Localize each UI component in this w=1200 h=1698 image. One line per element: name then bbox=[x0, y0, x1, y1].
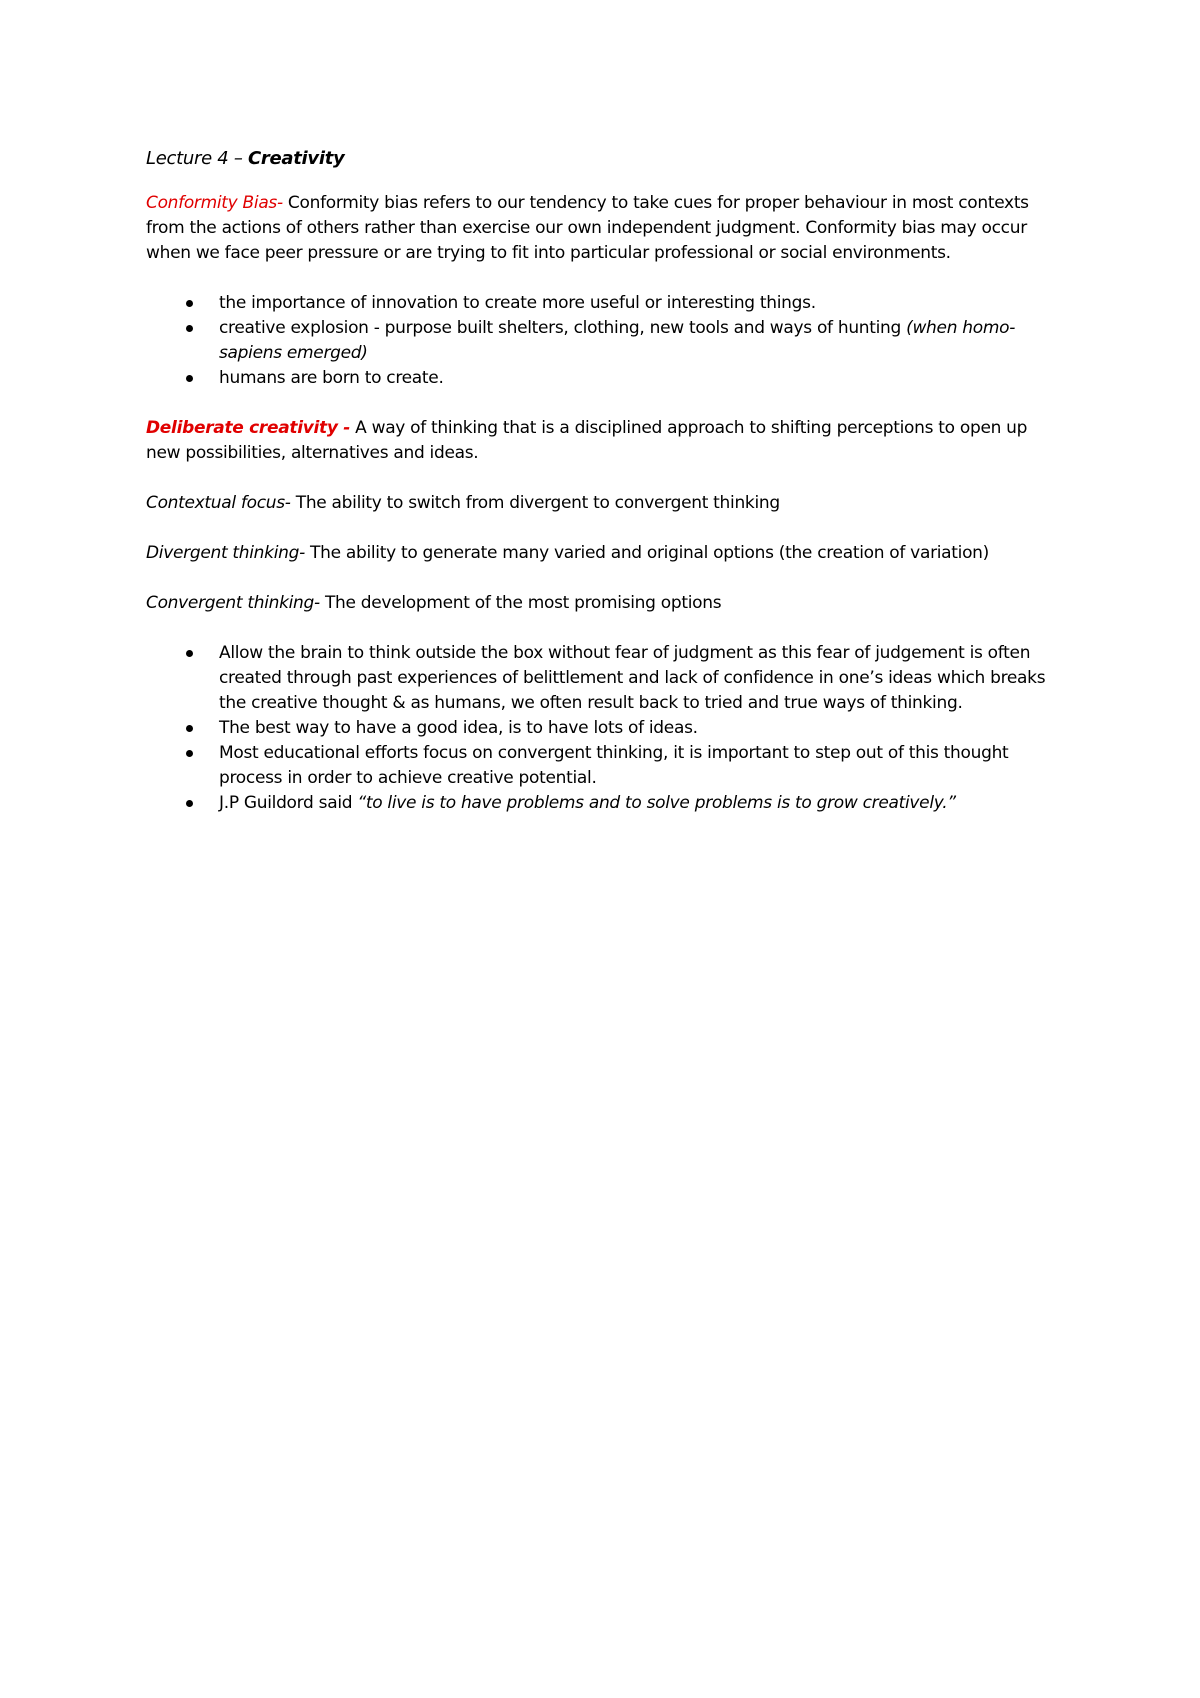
conformity-bias-term: Conformity Bias- bbox=[146, 193, 283, 213]
bullet-text: the importance of innovation to create more useful or interesting things. bbox=[219, 293, 816, 313]
divergent-thinking-text: The ability to generate many varied and original options (the creation of variation) bbox=[304, 543, 989, 563]
bullet-italic-text: (when homo-sapiens emerged) bbox=[219, 318, 1016, 363]
bullet-dot-icon bbox=[186, 375, 193, 382]
bullet-dot-icon bbox=[186, 300, 193, 307]
deliberate-creativity-term: Deliberate creativity - bbox=[146, 418, 351, 438]
divergent-thinking-paragraph bbox=[146, 541, 1066, 566]
bullet-text: Most educational efforts focus on convergent thinking, it is important to step out of this thought process in order to achieve creative potential. bbox=[219, 743, 1009, 788]
contextual-focus-paragraph bbox=[146, 491, 1066, 516]
deliberate-creativity-text: A way of thinking that is a disciplined approach to shifting perceptions to open up new possibilities, alternatives and ideas. bbox=[146, 418, 1028, 463]
bullet-list-2 bbox=[146, 641, 1066, 816]
list-item bbox=[146, 716, 1066, 741]
list-item bbox=[146, 641, 1066, 716]
convergent-thinking-term: Convergent thinking- bbox=[146, 593, 320, 613]
conformity-bias-paragraph bbox=[146, 191, 1066, 266]
contextual-focus-text: The ability to switch from divergent to convergent thinking bbox=[290, 493, 780, 513]
bullet-text: Allow the brain to think outside the box without fear of judgment as this fear of judgement is often created through past experiences of belittlement and lack of confidence in one’s ideas which breaks the creative thought & as humans, we often result back to tried and true ways of thinking. bbox=[219, 643, 1046, 713]
bullet-dot-icon bbox=[186, 750, 193, 757]
list-item bbox=[146, 291, 1066, 316]
deliberate-creativity-paragraph bbox=[146, 416, 1066, 466]
conformity-bias-text: Conformity bias refers to our tendency to take cues for proper behaviour in most contexts from the actions of others rather than exercise our own independent judgment. Conformity bias may occur when we face peer pressure or are trying to fit into particular professional or social environments. bbox=[146, 193, 1029, 263]
bullet-italic-quote: “to live is to have problems and to solve problems is to grow creatively.” bbox=[357, 793, 956, 813]
bullet-dot-icon bbox=[186, 725, 193, 732]
contextual-focus-term: Contextual focus- bbox=[146, 493, 291, 513]
list-item bbox=[146, 366, 1066, 391]
document-content bbox=[146, 146, 1066, 841]
convergent-thinking-paragraph bbox=[146, 591, 1066, 616]
title-prefix: Lecture 4 – bbox=[146, 148, 248, 169]
bullet-text: creative explosion - purpose built shelters, clothing, new tools and ways of hunting bbox=[219, 318, 907, 338]
list-item bbox=[146, 741, 1066, 791]
list-item bbox=[146, 791, 1066, 816]
bullet-list-1 bbox=[146, 291, 1066, 391]
page-title bbox=[146, 146, 1066, 171]
divergent-thinking-term: Divergent thinking- bbox=[146, 543, 305, 563]
bullet-dot-icon bbox=[186, 325, 193, 332]
bullet-text: humans are born to create. bbox=[219, 368, 444, 388]
bullet-text: J.P Guildord said bbox=[219, 793, 358, 813]
convergent-thinking-text: The development of the most promising options bbox=[319, 593, 722, 613]
list-item bbox=[146, 316, 1066, 366]
bullet-text: The best way to have a good idea, is to have lots of ideas. bbox=[219, 718, 698, 738]
bullet-dot-icon bbox=[186, 650, 193, 657]
bullet-dot-icon bbox=[186, 800, 193, 807]
title-main: Creativity bbox=[247, 148, 345, 169]
